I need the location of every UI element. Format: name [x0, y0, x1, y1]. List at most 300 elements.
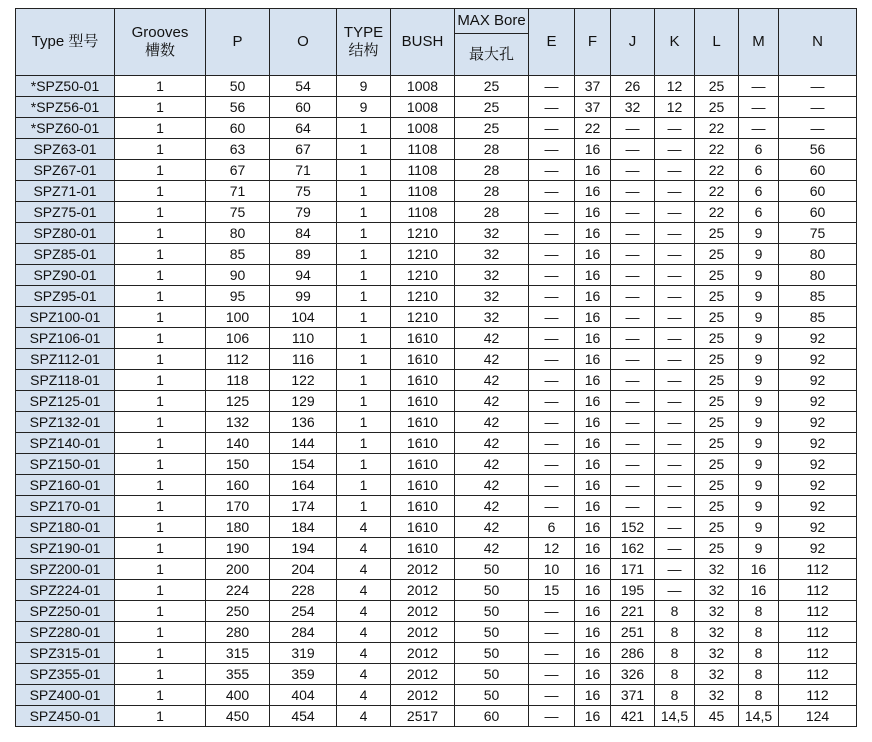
cell-f: 16 — [575, 538, 611, 559]
cell-j: 421 — [611, 706, 655, 727]
table-row — [16, 160, 857, 181]
cell-structure: 1 — [337, 475, 391, 496]
header-f: F — [575, 9, 611, 76]
cell-m: 9 — [739, 475, 779, 496]
cell-m: 9 — [739, 496, 779, 517]
cell-p: 160 — [206, 475, 270, 496]
cell-o: 99 — [270, 286, 337, 307]
cell-j: — — [611, 265, 655, 286]
cell-type: SPZ280-01 — [16, 622, 115, 643]
cell-structure: 4 — [337, 517, 391, 538]
cell-k: 8 — [655, 601, 695, 622]
cell-max-bore: 28 — [455, 160, 529, 181]
cell-f: 16 — [575, 160, 611, 181]
cell-f: 37 — [575, 97, 611, 118]
cell-f: 16 — [575, 307, 611, 328]
cell-bush: 1610 — [391, 496, 455, 517]
cell-type: SPZ75-01 — [16, 202, 115, 223]
cell-o: 454 — [270, 706, 337, 727]
cell-l: 25 — [695, 517, 739, 538]
cell-max-bore: 50 — [455, 601, 529, 622]
table-row — [16, 223, 857, 244]
cell-m: 6 — [739, 202, 779, 223]
table-body — [16, 76, 857, 727]
cell-max-bore: 50 — [455, 685, 529, 706]
cell-type: SPZ71-01 — [16, 181, 115, 202]
cell-type: SPZ150-01 — [16, 454, 115, 475]
cell-bush: 1610 — [391, 328, 455, 349]
cell-type: SPZ106-01 — [16, 328, 115, 349]
cell-j: — — [611, 286, 655, 307]
cell-p: 90 — [206, 265, 270, 286]
cell-o: 164 — [270, 475, 337, 496]
cell-type: SPZ95-01 — [16, 286, 115, 307]
cell-e: — — [529, 244, 575, 265]
cell-k: — — [655, 580, 695, 601]
cell-max-bore: 42 — [455, 412, 529, 433]
cell-f: 16 — [575, 475, 611, 496]
cell-f: 22 — [575, 118, 611, 139]
cell-k: — — [655, 370, 695, 391]
cell-bush: 1610 — [391, 475, 455, 496]
cell-structure: 4 — [337, 643, 391, 664]
cell-grooves: 1 — [115, 601, 206, 622]
cell-e: — — [529, 685, 575, 706]
cell-m: 9 — [739, 538, 779, 559]
cell-n: 92 — [779, 538, 857, 559]
cell-m: 8 — [739, 601, 779, 622]
cell-max-bore: 42 — [455, 454, 529, 475]
cell-n: 92 — [779, 517, 857, 538]
cell-o: 116 — [270, 349, 337, 370]
cell-bush: 1610 — [391, 538, 455, 559]
cell-p: 50 — [206, 76, 270, 97]
cell-l: 25 — [695, 496, 739, 517]
cell-f: 16 — [575, 349, 611, 370]
cell-structure: 4 — [337, 622, 391, 643]
cell-p: 170 — [206, 496, 270, 517]
cell-grooves: 1 — [115, 496, 206, 517]
cell-max-bore: 60 — [455, 706, 529, 727]
cell-j: 221 — [611, 601, 655, 622]
cell-o: 154 — [270, 454, 337, 475]
cell-bush: 2517 — [391, 706, 455, 727]
cell-o: 319 — [270, 643, 337, 664]
cell-p: 180 — [206, 517, 270, 538]
cell-k: 8 — [655, 685, 695, 706]
cell-structure: 1 — [337, 118, 391, 139]
cell-e: — — [529, 349, 575, 370]
cell-l: 25 — [695, 328, 739, 349]
cell-m: 14,5 — [739, 706, 779, 727]
cell-l: 22 — [695, 160, 739, 181]
table-row — [16, 580, 857, 601]
cell-f: 16 — [575, 454, 611, 475]
table-row — [16, 412, 857, 433]
cell-p: 75 — [206, 202, 270, 223]
cell-structure: 1 — [337, 307, 391, 328]
cell-n: 92 — [779, 370, 857, 391]
cell-n: 92 — [779, 475, 857, 496]
cell-o: 122 — [270, 370, 337, 391]
cell-m: 6 — [739, 181, 779, 202]
table-row — [16, 118, 857, 139]
cell-j: — — [611, 139, 655, 160]
cell-o: 94 — [270, 265, 337, 286]
cell-structure: 4 — [337, 685, 391, 706]
cell-o: 254 — [270, 601, 337, 622]
cell-bush: 1610 — [391, 412, 455, 433]
cell-l: 25 — [695, 433, 739, 454]
cell-l: 22 — [695, 139, 739, 160]
cell-n: 92 — [779, 454, 857, 475]
cell-p: 67 — [206, 160, 270, 181]
cell-k: — — [655, 412, 695, 433]
cell-j: — — [611, 475, 655, 496]
cell-grooves: 1 — [115, 622, 206, 643]
cell-f: 16 — [575, 517, 611, 538]
cell-grooves: 1 — [115, 286, 206, 307]
cell-max-bore: 50 — [455, 622, 529, 643]
cell-max-bore: 50 — [455, 643, 529, 664]
cell-e: — — [529, 706, 575, 727]
cell-p: 56 — [206, 97, 270, 118]
header-structure-cn: 结构 — [348, 42, 379, 59]
cell-k: — — [655, 181, 695, 202]
cell-structure: 1 — [337, 370, 391, 391]
cell-structure: 4 — [337, 601, 391, 622]
cell-n: 112 — [779, 622, 857, 643]
cell-k: — — [655, 223, 695, 244]
cell-o: 79 — [270, 202, 337, 223]
cell-e: — — [529, 601, 575, 622]
cell-m: 9 — [739, 412, 779, 433]
cell-grooves: 1 — [115, 664, 206, 685]
cell-grooves: 1 — [115, 559, 206, 580]
cell-e: 6 — [529, 517, 575, 538]
table-row — [16, 433, 857, 454]
table-row — [16, 202, 857, 223]
cell-p: 132 — [206, 412, 270, 433]
table-row — [16, 643, 857, 664]
cell-structure: 4 — [337, 538, 391, 559]
cell-p: 250 — [206, 601, 270, 622]
cell-grooves: 1 — [115, 265, 206, 286]
cell-grooves: 1 — [115, 517, 206, 538]
cell-n: 112 — [779, 643, 857, 664]
cell-k: 8 — [655, 664, 695, 685]
cell-m: 8 — [739, 664, 779, 685]
cell-max-bore: 28 — [455, 139, 529, 160]
cell-max-bore: 50 — [455, 664, 529, 685]
cell-p: 63 — [206, 139, 270, 160]
table-row — [16, 559, 857, 580]
cell-l: 25 — [695, 391, 739, 412]
cell-j: — — [611, 181, 655, 202]
cell-k: — — [655, 118, 695, 139]
cell-l: 25 — [695, 223, 739, 244]
header-e: E — [529, 9, 575, 76]
cell-type: SPZ100-01 — [16, 307, 115, 328]
cell-j: — — [611, 391, 655, 412]
cell-type: SPZ450-01 — [16, 706, 115, 727]
cell-bush: 1610 — [391, 517, 455, 538]
cell-p: 100 — [206, 307, 270, 328]
cell-grooves: 1 — [115, 370, 206, 391]
cell-l: 32 — [695, 559, 739, 580]
cell-j: 162 — [611, 538, 655, 559]
cell-type: SPZ80-01 — [16, 223, 115, 244]
cell-e: — — [529, 454, 575, 475]
cell-max-bore: 32 — [455, 244, 529, 265]
cell-n: — — [779, 76, 857, 97]
cell-e: 15 — [529, 580, 575, 601]
cell-max-bore: 32 — [455, 223, 529, 244]
cell-m: — — [739, 97, 779, 118]
cell-type: SPZ224-01 — [16, 580, 115, 601]
cell-f: 16 — [575, 559, 611, 580]
cell-structure: 1 — [337, 349, 391, 370]
cell-f: 16 — [575, 391, 611, 412]
cell-m: 8 — [739, 685, 779, 706]
cell-e: — — [529, 202, 575, 223]
cell-grooves: 1 — [115, 139, 206, 160]
cell-j: — — [611, 370, 655, 391]
cell-grooves: 1 — [115, 412, 206, 433]
cell-n: 56 — [779, 139, 857, 160]
cell-e: — — [529, 370, 575, 391]
cell-p: 450 — [206, 706, 270, 727]
header-p: P — [206, 9, 270, 76]
cell-p: 190 — [206, 538, 270, 559]
cell-structure: 4 — [337, 580, 391, 601]
cell-m: 16 — [739, 559, 779, 580]
cell-j: — — [611, 433, 655, 454]
header-n: N — [779, 9, 857, 76]
cell-bush: 1108 — [391, 202, 455, 223]
cell-j: — — [611, 307, 655, 328]
cell-bush: 1610 — [391, 349, 455, 370]
cell-bush: 1610 — [391, 391, 455, 412]
cell-structure: 4 — [337, 559, 391, 580]
cell-grooves: 1 — [115, 181, 206, 202]
cell-e: — — [529, 391, 575, 412]
cell-o: 60 — [270, 97, 337, 118]
cell-n: 80 — [779, 244, 857, 265]
header-type — [16, 9, 115, 76]
cell-f: 16 — [575, 370, 611, 391]
cell-f: 16 — [575, 433, 611, 454]
cell-j: 251 — [611, 622, 655, 643]
cell-structure: 1 — [337, 139, 391, 160]
cell-f: 16 — [575, 244, 611, 265]
cell-l: 32 — [695, 685, 739, 706]
cell-k: — — [655, 496, 695, 517]
cell-o: 71 — [270, 160, 337, 181]
cell-p: 200 — [206, 559, 270, 580]
cell-grooves: 1 — [115, 97, 206, 118]
spec-table — [15, 8, 857, 727]
cell-m: 9 — [739, 265, 779, 286]
table-row — [16, 370, 857, 391]
cell-n: 92 — [779, 391, 857, 412]
table-row — [16, 517, 857, 538]
cell-bush: 1610 — [391, 370, 455, 391]
cell-bush: 2012 — [391, 580, 455, 601]
cell-e: — — [529, 328, 575, 349]
cell-structure: 1 — [337, 223, 391, 244]
cell-j: — — [611, 496, 655, 517]
cell-m: 8 — [739, 622, 779, 643]
cell-structure: 1 — [337, 454, 391, 475]
cell-k: — — [655, 475, 695, 496]
table-row — [16, 244, 857, 265]
cell-o: 284 — [270, 622, 337, 643]
header-k: K — [655, 9, 695, 76]
cell-k: — — [655, 559, 695, 580]
cell-bush: 1610 — [391, 433, 455, 454]
cell-type: SPZ132-01 — [16, 412, 115, 433]
cell-structure: 4 — [337, 706, 391, 727]
cell-f: 16 — [575, 412, 611, 433]
cell-type: SPZ67-01 — [16, 160, 115, 181]
cell-f: 16 — [575, 265, 611, 286]
cell-l: 25 — [695, 307, 739, 328]
cell-type: SPZ355-01 — [16, 664, 115, 685]
cell-e: — — [529, 622, 575, 643]
cell-m: 6 — [739, 160, 779, 181]
cell-e: — — [529, 139, 575, 160]
cell-o: 64 — [270, 118, 337, 139]
cell-grooves: 1 — [115, 538, 206, 559]
cell-e: 10 — [529, 559, 575, 580]
cell-e: — — [529, 76, 575, 97]
cell-m: — — [739, 76, 779, 97]
cell-m: 9 — [739, 370, 779, 391]
cell-p: 125 — [206, 391, 270, 412]
cell-p: 224 — [206, 580, 270, 601]
cell-m: 9 — [739, 328, 779, 349]
cell-f: 16 — [575, 664, 611, 685]
cell-o: 89 — [270, 244, 337, 265]
table-row — [16, 265, 857, 286]
cell-k: 12 — [655, 76, 695, 97]
cell-grooves: 1 — [115, 160, 206, 181]
cell-grooves: 1 — [115, 475, 206, 496]
table-row — [16, 139, 857, 160]
header-structure — [337, 9, 391, 76]
cell-l: 22 — [695, 118, 739, 139]
cell-n: 60 — [779, 160, 857, 181]
cell-type: SPZ315-01 — [16, 643, 115, 664]
cell-m: 9 — [739, 517, 779, 538]
cell-bush: 2012 — [391, 664, 455, 685]
cell-k: 14,5 — [655, 706, 695, 727]
cell-max-bore: 42 — [455, 538, 529, 559]
cell-e: — — [529, 286, 575, 307]
cell-k: — — [655, 391, 695, 412]
table-row — [16, 496, 857, 517]
cell-max-bore: 42 — [455, 475, 529, 496]
cell-structure: 1 — [337, 391, 391, 412]
cell-grooves: 1 — [115, 202, 206, 223]
cell-f: 16 — [575, 643, 611, 664]
cell-bush: 2012 — [391, 601, 455, 622]
cell-e: — — [529, 160, 575, 181]
cell-type: SPZ125-01 — [16, 391, 115, 412]
cell-o: 174 — [270, 496, 337, 517]
cell-j: 195 — [611, 580, 655, 601]
cell-f: 16 — [575, 328, 611, 349]
cell-max-bore: 28 — [455, 202, 529, 223]
cell-e: — — [529, 433, 575, 454]
cell-bush: 2012 — [391, 559, 455, 580]
cell-e: — — [529, 97, 575, 118]
table-row — [16, 307, 857, 328]
cell-l: 25 — [695, 454, 739, 475]
cell-o: 104 — [270, 307, 337, 328]
cell-o: 228 — [270, 580, 337, 601]
cell-f: 37 — [575, 76, 611, 97]
cell-type: SPZ250-01 — [16, 601, 115, 622]
cell-type: SPZ140-01 — [16, 433, 115, 454]
cell-structure: 1 — [337, 181, 391, 202]
cell-n: 92 — [779, 412, 857, 433]
cell-n: 60 — [779, 202, 857, 223]
cell-j: 32 — [611, 97, 655, 118]
cell-l: 25 — [695, 244, 739, 265]
cell-k: — — [655, 517, 695, 538]
cell-l: 25 — [695, 475, 739, 496]
cell-o: 129 — [270, 391, 337, 412]
cell-j: — — [611, 223, 655, 244]
cell-l: 25 — [695, 286, 739, 307]
cell-l: 25 — [695, 349, 739, 370]
header-bush: BUSH — [391, 9, 455, 76]
cell-f: 16 — [575, 685, 611, 706]
cell-grooves: 1 — [115, 433, 206, 454]
cell-e: — — [529, 412, 575, 433]
cell-f: 16 — [575, 139, 611, 160]
cell-structure: 1 — [337, 286, 391, 307]
cell-bush: 1108 — [391, 181, 455, 202]
cell-n: 92 — [779, 349, 857, 370]
table-row — [16, 286, 857, 307]
cell-type: SPZ118-01 — [16, 370, 115, 391]
cell-grooves: 1 — [115, 685, 206, 706]
cell-o: 136 — [270, 412, 337, 433]
cell-k: — — [655, 286, 695, 307]
cell-p: 400 — [206, 685, 270, 706]
cell-structure: 1 — [337, 328, 391, 349]
header-max-bore: MAX Bore — [455, 9, 529, 34]
cell-j: — — [611, 202, 655, 223]
cell-n: 112 — [779, 601, 857, 622]
cell-type: SPZ63-01 — [16, 139, 115, 160]
header-grooves-en: Grooves — [131, 24, 189, 41]
cell-max-bore: 50 — [455, 559, 529, 580]
cell-max-bore: 42 — [455, 517, 529, 538]
cell-m: 16 — [739, 580, 779, 601]
cell-j: — — [611, 412, 655, 433]
table-header — [16, 9, 857, 76]
cell-j: 152 — [611, 517, 655, 538]
header-grooves-cn: 槽数 — [144, 42, 175, 59]
cell-structure: 1 — [337, 496, 391, 517]
table-row — [16, 391, 857, 412]
cell-p: 60 — [206, 118, 270, 139]
cell-type: *SPZ50-01 — [16, 76, 115, 97]
